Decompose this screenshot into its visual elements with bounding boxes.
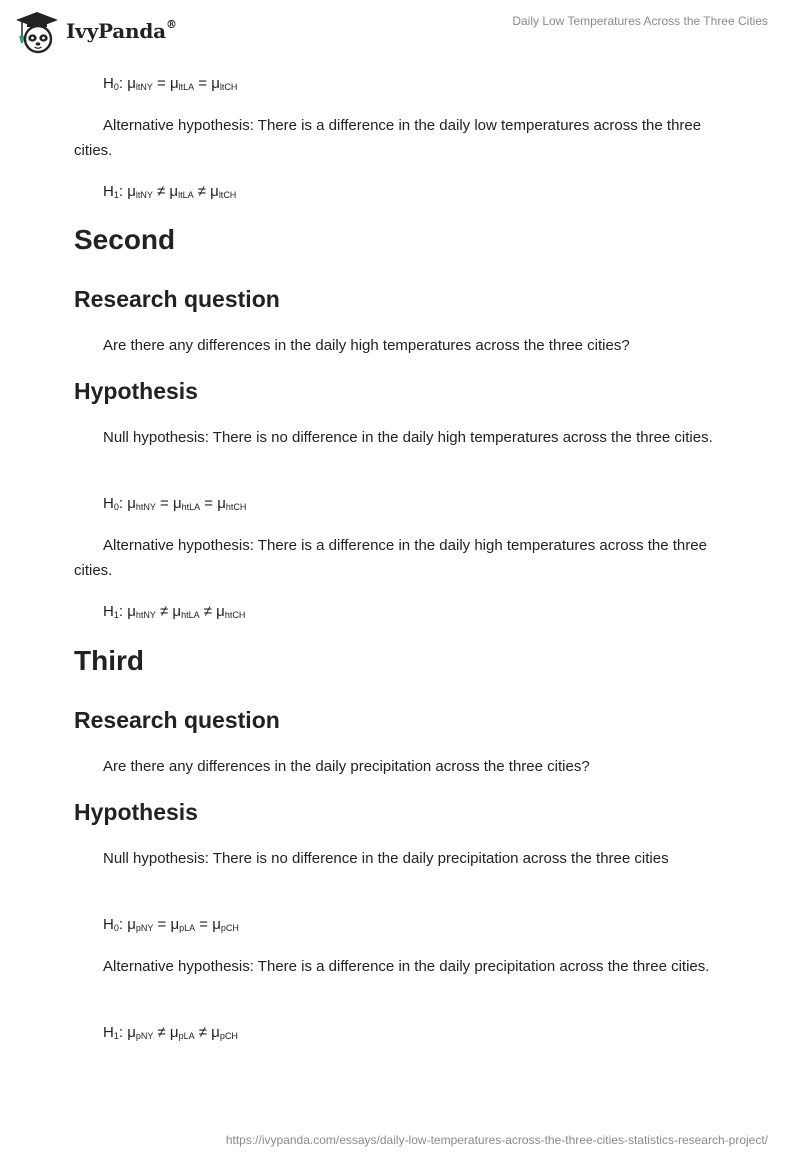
subheading-hypothesis: Hypothesis: [74, 378, 198, 404]
formula-ht-null: $H_0$: $\mu_{htNY} = \mu_{htLA} = \mu_{htCH}$: [103, 495, 247, 512]
paragraph-third-alternative: Alternative hypothesis: There is a difference in the daily precipitation across the three cities.: [103, 958, 710, 975]
paragraph-second-null: Null hypothesis: There is no difference in the daily high temperatures across the three cities.: [103, 429, 713, 446]
formula-ht-alternative: $H_1$: $\mu_{htNY} \ne \mu_{htLA} \ne \mu_{htCH}$: [103, 603, 246, 620]
section-heading-third: Third: [74, 645, 144, 676]
document-title: Daily Low Temperatures Across the Three Cities: [512, 14, 768, 28]
paragraph-second-research-question: Are there any differences in the daily high temperatures across the three cities?: [103, 337, 630, 354]
paragraph-second-alternative: Alternative hypothesis: There is a difference in the daily high temperatures across the three cities.: [74, 537, 707, 579]
formula-p-null: $H_0$: $\mu_{pNY} = \mu_{pLA} = \mu_{pCH}$: [103, 916, 239, 933]
formula-p-alternative: $H_1$: $\mu_{pNY} \ne \mu_{pLA} \ne \mu_{pCH}$: [103, 1024, 238, 1041]
page-header: [0, 0, 800, 60]
subheading-hypothesis-third: Hypothesis: [74, 799, 198, 825]
paragraph-lt-alternative: Alternative hypothesis: There is a difference in the daily low temperatures across the three cities.: [74, 117, 702, 159]
section-heading-second: Second: [74, 224, 176, 255]
formula-lt-alternative: $H_1$: $\mu_{ltNY} \ne \mu_{ltLA} \ne \mu_{ltCH}$: [103, 183, 237, 200]
ivypanda-logo[interactable]: [14, 8, 177, 56]
source-url[interactable]: https://ivypanda.com/essays/daily-low-temperatures-across-the-three-cities-statistics-research-project/: [225, 1133, 768, 1147]
paragraph-third-research-question: Are there any differences in the daily precipitation across the three cities?: [103, 758, 590, 775]
brand-name: IvyPanda®: [66, 18, 177, 43]
panda-graduate-icon: [14, 10, 60, 54]
paragraph-third-null: Null hypothesis: There is no difference in the daily precipitation across the three cities: [103, 850, 669, 867]
subheading-research-question-third: Research question: [74, 707, 280, 733]
subheading-research-question: Research question: [74, 286, 280, 312]
formula-lt-null: $H_0$: $\mu_{ltNY} = \mu_{ltLA} = \mu_{ltCH}$: [103, 75, 238, 92]
